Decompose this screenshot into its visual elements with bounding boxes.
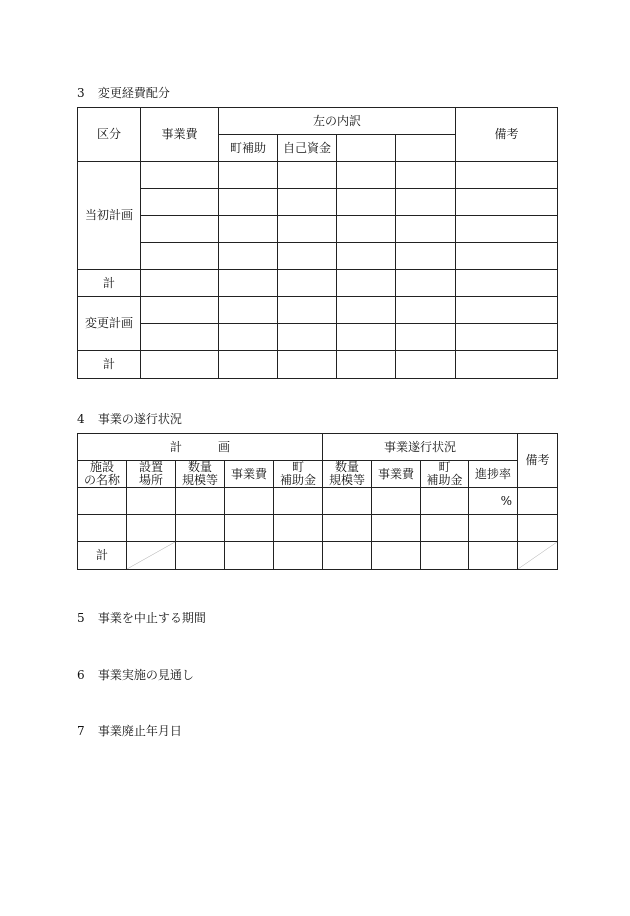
input-cell[interactable] — [518, 488, 558, 515]
header-jigyohi-progress: 事業費 — [372, 461, 421, 488]
input-cell[interactable] — [337, 162, 396, 189]
input-cell[interactable] — [396, 297, 456, 324]
input-cell[interactable] — [396, 243, 456, 270]
header-remarks: 備考 — [456, 108, 558, 162]
section-3-title: 変更経費配分 — [97, 86, 170, 100]
input-cell[interactable] — [219, 351, 278, 379]
section-7-heading — [77, 722, 182, 739]
input-cell[interactable] — [396, 270, 456, 297]
input-cell[interactable] — [456, 297, 558, 324]
row-label-subtotal-initial: 計 — [78, 270, 141, 297]
section-6-title: 事業実施の見通し — [97, 668, 194, 682]
section-7-title: 事業廃止年月日 — [97, 724, 182, 738]
section-3-heading — [77, 84, 170, 101]
input-cell[interactable] — [176, 515, 225, 542]
input-cell[interactable] — [337, 324, 396, 351]
header-town-subsidy: 町補助 — [219, 135, 278, 162]
input-cell[interactable] — [372, 542, 421, 570]
header-remarks-2: 備考 — [518, 434, 558, 488]
header-own-funds: 自己資金 — [278, 135, 337, 162]
input-cell[interactable] — [278, 243, 337, 270]
input-cell[interactable] — [141, 216, 219, 243]
input-cell[interactable] — [78, 488, 127, 515]
row-label-changed-plan: 変更計画 — [78, 297, 141, 351]
section-4-title: 事業の遂行状況 — [97, 412, 182, 426]
input-cell[interactable] — [278, 297, 337, 324]
input-cell[interactable] — [456, 351, 558, 379]
diagonal-slash-cell — [127, 542, 176, 570]
input-cell[interactable] — [421, 542, 469, 570]
input-cell[interactable] — [469, 515, 518, 542]
input-cell[interactable] — [274, 515, 323, 542]
input-cell[interactable] — [278, 216, 337, 243]
input-cell[interactable] — [337, 297, 396, 324]
section-5-title: 事業を中止する期間 — [97, 611, 206, 625]
input-cell[interactable] — [396, 324, 456, 351]
input-cell[interactable] — [141, 270, 219, 297]
row-label-initial-plan: 当初計画 — [78, 162, 141, 270]
input-cell[interactable] — [456, 324, 558, 351]
input-cell[interactable] — [274, 542, 323, 570]
input-cell[interactable] — [127, 515, 176, 542]
input-cell[interactable] — [337, 351, 396, 379]
input-cell[interactable] — [278, 162, 337, 189]
input-cell[interactable] — [225, 542, 274, 570]
input-cell[interactable] — [219, 216, 278, 243]
input-cell[interactable] — [278, 324, 337, 351]
section-6-heading — [77, 666, 194, 683]
input-cell[interactable] — [456, 216, 558, 243]
input-cell[interactable] — [127, 488, 176, 515]
input-cell[interactable] — [396, 189, 456, 216]
diagonal-line — [127, 542, 175, 569]
input-cell[interactable] — [456, 189, 558, 216]
input-cell[interactable] — [372, 488, 421, 515]
header-breakdown: 左の内訳 — [219, 108, 456, 135]
input-cell[interactable] — [78, 515, 127, 542]
blank-cell[interactable] — [396, 135, 456, 162]
input-cell[interactable] — [421, 488, 469, 515]
header-scale-progress: 数量 規模等 — [323, 461, 372, 488]
input-cell[interactable] — [219, 162, 278, 189]
input-cell[interactable] — [225, 515, 274, 542]
input-cell[interactable] — [274, 488, 323, 515]
input-cell[interactable] — [219, 243, 278, 270]
input-cell[interactable] — [337, 189, 396, 216]
header-kubun: 区分 — [78, 108, 141, 162]
input-cell[interactable] — [141, 243, 219, 270]
input-cell[interactable] — [337, 270, 396, 297]
input-cell[interactable] — [518, 515, 558, 542]
section-4-heading — [77, 410, 182, 427]
header-progress-status: 事業遂行状況 — [323, 434, 518, 461]
input-cell[interactable] — [219, 270, 278, 297]
header-location: 設置 場所 — [127, 461, 176, 488]
input-cell[interactable] — [141, 162, 219, 189]
input-cell[interactable] — [469, 542, 518, 570]
input-cell[interactable] — [323, 488, 372, 515]
budget-allocation-table — [77, 107, 558, 379]
input-cell[interactable] — [396, 351, 456, 379]
diagonal-slash-cell-remarks — [518, 542, 558, 570]
input-cell[interactable] — [219, 324, 278, 351]
progress-rate-cell[interactable]: % — [469, 488, 518, 515]
header-scale: 数量 規模等 — [176, 461, 225, 488]
input-cell[interactable] — [456, 243, 558, 270]
input-cell[interactable] — [456, 162, 558, 189]
section-6-number: 6 — [77, 668, 85, 682]
input-cell[interactable] — [337, 243, 396, 270]
header-facility-name: 施設 の名称 — [78, 461, 127, 488]
header-progress-rate: 進捗率 — [469, 461, 518, 488]
section-7-number: 7 — [77, 724, 85, 738]
header-jigyohi-2: 事業費 — [225, 461, 274, 488]
blank-cell[interactable] — [337, 135, 396, 162]
input-cell[interactable] — [225, 488, 274, 515]
input-cell[interactable] — [141, 351, 219, 379]
input-cell[interactable] — [396, 216, 456, 243]
header-plan: 計 画 — [78, 434, 323, 461]
input-cell[interactable] — [141, 189, 219, 216]
header-subsidy-progress: 町 補助金 — [421, 461, 469, 488]
input-cell[interactable] — [396, 162, 456, 189]
input-cell[interactable] — [421, 515, 469, 542]
input-cell[interactable] — [219, 189, 278, 216]
diagonal-line — [518, 542, 557, 569]
input-cell[interactable] — [141, 324, 219, 351]
header-town-subsidy-2: 町 補助金 — [274, 461, 323, 488]
input-cell[interactable] — [323, 542, 372, 570]
input-cell[interactable] — [337, 216, 396, 243]
input-cell[interactable] — [176, 488, 225, 515]
section-5-number: 5 — [77, 611, 85, 625]
input-cell[interactable] — [323, 515, 372, 542]
header-jigyohi: 事業費 — [141, 108, 219, 162]
project-progress-table — [77, 433, 558, 570]
input-cell[interactable] — [456, 270, 558, 297]
input-cell[interactable] — [141, 297, 219, 324]
row-label-subtotal-changed: 計 — [78, 351, 141, 379]
input-cell[interactable] — [176, 542, 225, 570]
section-3-number: 3 — [77, 86, 85, 100]
section-4-number: 4 — [77, 412, 85, 426]
input-cell[interactable] — [278, 351, 337, 379]
input-cell[interactable] — [278, 270, 337, 297]
input-cell[interactable] — [372, 515, 421, 542]
section-5-heading — [77, 609, 206, 626]
input-cell[interactable] — [219, 297, 278, 324]
row-label-total: 計 — [78, 542, 127, 570]
input-cell[interactable] — [278, 189, 337, 216]
